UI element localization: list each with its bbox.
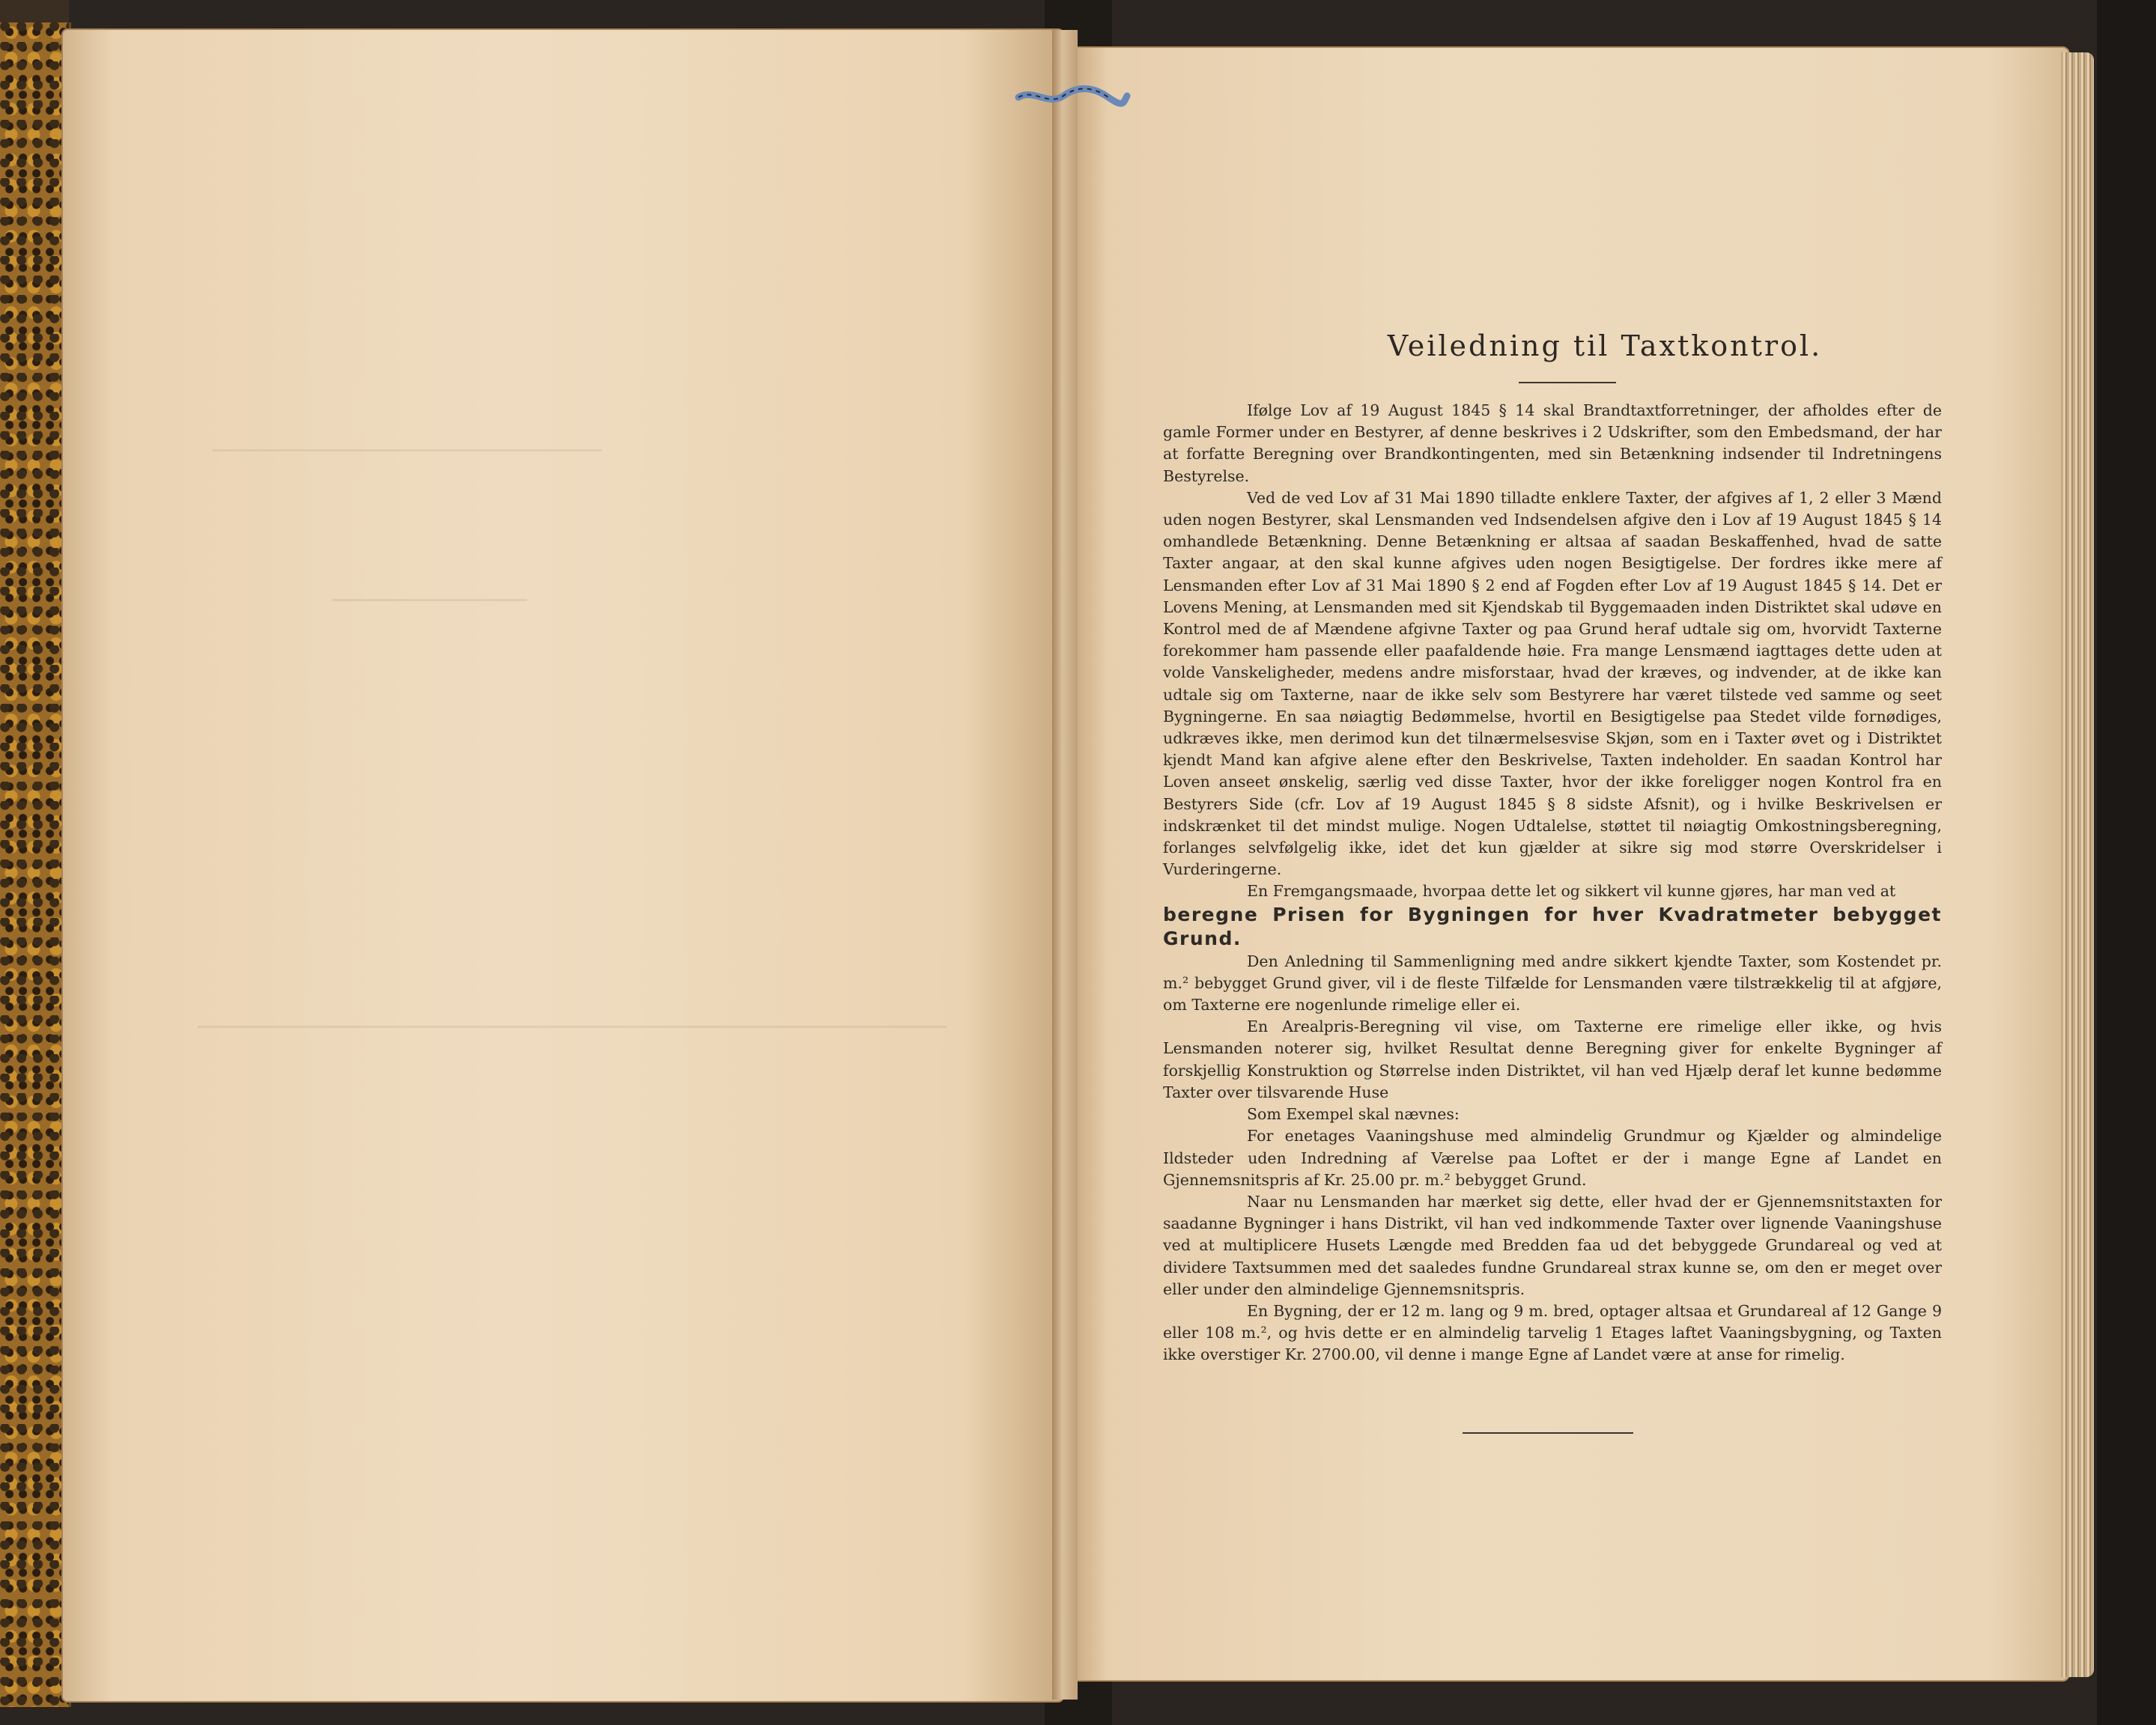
paragraph: En Bygning, der er 12 m. lang og 9 m. bred, optager altsaa et Grundareal af 12 Gange 9 eller 108 m.², og hvis dette er en almindelig tarvelig 1 Etages laftet Vaaningsbygning, og Taxten ikke overstiger Kr. 2700.00, vil denne i mange Egne af Landet være at anse for rimelig. xyxy=(1163,1301,1942,1364)
paragraph: For enetages Vaaningshuse med almindelig Grundmur og Kjælder og almindelige Ildsteder uden Indredning af Værelse paa Loftet er der i mange Egne af Landet en Gjennemsnitspris af Kr. 25.00 pr. m.² bebygget Grund. xyxy=(1163,1127,1942,1189)
binding-thread xyxy=(1011,81,1131,111)
gutter xyxy=(1052,30,1078,1700)
marbled-cover-edge xyxy=(0,22,71,1707)
title-rule xyxy=(1519,382,1616,383)
page-title: Veiledning til Taxtkontrol. xyxy=(1387,329,1823,362)
paragraph: Ifølge Lov af 19 August 1845 § 14 skal Brandtaxtforretninger, der afholdes efter de gamle Former under en Bestyrer, af denne beskrives i 2 Udskrifter, som den Embedsmand, der har at forfatte Beregning over Brandkontingenten, med sin Betænkning indsender til Indretningens Bestyrelse. xyxy=(1163,401,1942,485)
paragraph: En Arealpris-Beregning vil vise, om Taxterne ere rimelige eller ikke, og hvis Lensmanden noterer sig, hvilket Resultat denne Beregning giver for enkelte Bygninger af forskjellig Konstruktion og Størrelse inden Distriktet, vil han ved Hjælp deraf let kunne bedømme Taxter over tilsvarende Huse xyxy=(1163,1017,1942,1101)
bold-statement: beregne Prisen for Bygningen for hver Kvadratmeter bebygget Grund. xyxy=(1163,903,1942,949)
paragraph: Ved de ved Lov af 31 Mai 1890 tilladte enklere Taxter, der afgives af 1, 2 eller 3 Mænd uden nogen Bestyrer, skal Lensmanden ved Indsendelsen afgive den i Lov af 19 August 1845 § 14 omhandlede Betænkning. Denne Betænkning er altsaa af saadan Beskaffenhed, hvad de satte Taxter angaar, at den skal kunne afgives uden nogen Besigtigelse. Der fordres ikke mere af Lensmanden efter Lov af 31 Mai 1890 § 2 end af Fogden efter Lov af 19 August 1845 § 14. Det er Lovens Mening, at Lensmanden med sit Kjendskab til Byggemaaden inden Distriktet skal udøve en Kontrol med de af Mændene afgivne Taxter og paa Grund heraf udtale sig om, hvorvidt Taxterne forekommer ham passende eller paafaldende høie. Fra mange Lensmænd iagttages dette uden at volde Vanskeligheder, medens andre misforstaar, hvad der kræves, og indvender, at de ikke kan udtale sig om Taxterne, naar de ikke selv som Bestyrere har været tilstede ved samme og seet Bygningerne. En saa nøiagtig Bedømmelse, hvortil en Besigtigelse paa Stedet vilde fornødiges, udkræves ikke, men derimod kun det tilnærmelsesvise Skjøn, som en i Taxter øvet og i Distriktet kjendt Mand kan afgive alene efter den Beskrivelse, Taxten indeholder. En saadan Kontrol har Loven anseet ønskelig, særlig ved disse Taxter, hvor der ikke foreligger nogen Kontrol fra en Bestyrers Side (cfr. Lov af 19 August 1845 § 8 sidste Afsnit), og i hvilke Beskrivelsen er indskrænket til det mindst mulige. Nogen Udtalelse, støttet til nøiagtig Omkostningsberegning, forlanges selvfølgelig ikke, idet det kun gjælder at sikre sig mod større Overskridelser i Vurderingerne. xyxy=(1163,488,1942,879)
body-text xyxy=(1163,400,1942,1366)
show-through-line xyxy=(213,449,602,451)
paragraph: Naar nu Lensmanden har mærket sig dette, eller hvad der er Gjennemsnitstaxten for saadanne Bygninger i hans Distrikt, vil han ved indkommende Taxter over lignende Vaaningshuse ved at multiplicere Husets Længde med Bredden faa ud det bebyggede Grundareal og ved at dividere Taxtsummen med det saaledes fundne Grundareal strax kunne se, om den er meget over eller under den almindelige Gjennemsnitspris. xyxy=(1163,1192,1942,1298)
paragraph: Som Exempel skal nævnes: xyxy=(1247,1105,1460,1124)
instructions-text xyxy=(1163,329,1942,1366)
paragraph: Den Anledning til Sammenligning med andre sikkert kjendte Taxter, som Kostendet pr. m.² bebygget Grund giver, vil i de fleste Tilfælde for Lensmanden være tilstrækkelig til at afgjøre, om Taxterne ere nogenlunde rimelige eller ei. xyxy=(1163,952,1942,1014)
page-stack-edges xyxy=(2061,52,2094,1677)
left-page-blank xyxy=(61,28,1064,1703)
paragraph: En Fremgangsmaade, hvorpaa dette let og sikkert vil kunne gjøres, har man ved at xyxy=(1247,882,1896,901)
show-through-line xyxy=(332,599,527,601)
background-right xyxy=(2097,0,2156,1725)
closing-rule xyxy=(1463,1432,1633,1434)
show-through-line xyxy=(198,1026,947,1028)
